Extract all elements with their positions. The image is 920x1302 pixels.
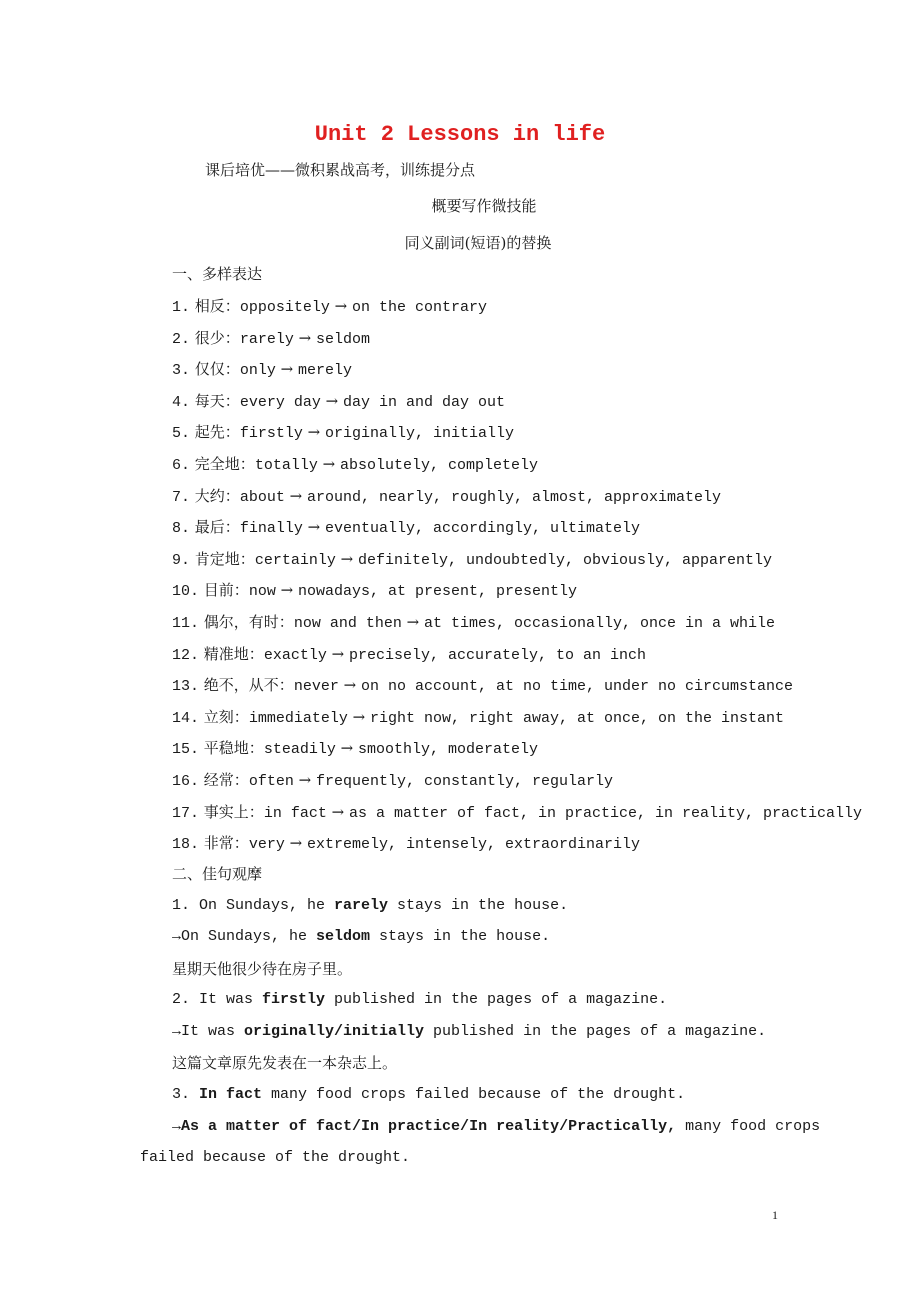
synonym-item — [172, 422, 514, 444]
item-arrow: → — [340, 739, 354, 758]
item-number: 3. — [172, 362, 191, 380]
item-number: 8. — [172, 520, 191, 538]
item-synonyms: extremely, intensely, extraordinarily — [306, 836, 641, 854]
item-word: about — [239, 488, 285, 506]
subtitle: 课后培优——微积累战高考，训练提分点 — [205, 161, 476, 179]
item-chinese: 非常： — [203, 834, 249, 853]
item-number: 5. — [172, 425, 191, 443]
item-arrow: → — [298, 328, 312, 347]
item-word: now and then — [293, 615, 402, 632]
rewrite-1-keyword: seldom — [316, 928, 371, 945]
item-synonyms: definitely, undoubtedly, obviously, apparently — [357, 551, 773, 569]
item-synonyms: merely — [297, 362, 352, 380]
item-arrow: → — [406, 613, 420, 631]
translation-1: 星期天他很少待在房子里。 — [172, 960, 353, 978]
rewrite-3-keyword: As a matter of fact/In practice/In reality/Practically, — [181, 1118, 677, 1135]
item-arrow: → — [340, 549, 354, 568]
rewrite-2: →It was originally/initially published in the pages of a magazine. — [172, 1023, 767, 1040]
page-number: 1 — [772, 1208, 778, 1222]
item-word: now — [248, 583, 276, 601]
item-word: rarely — [239, 330, 294, 348]
item-arrow: → — [352, 707, 366, 726]
item-number: 14. — [172, 709, 200, 727]
item-chinese: 偶尔，有时： — [203, 613, 294, 631]
item-arrow: → — [334, 297, 348, 315]
item-chinese: 经常： — [203, 771, 249, 789]
item-chinese: 很少： — [194, 328, 240, 347]
rewrite-3: →As a matter of fact/In practice/In reality/Practically, many food crops — [172, 1118, 821, 1135]
item-synonyms: precisely, accurately, to an inch — [348, 646, 647, 664]
rewrite-1: →On Sundays, he seldom stays in the house. — [172, 928, 551, 945]
item-word: finally — [239, 520, 303, 538]
synonym-item — [172, 770, 613, 792]
item-chinese: 相反： — [194, 297, 240, 315]
item-arrow: → — [289, 834, 303, 853]
item-number: 1. — [172, 299, 191, 316]
item-synonyms: eventually, accordingly, ultimately — [324, 520, 641, 538]
synonym-item — [172, 391, 505, 413]
example-3: 3. In fact many food crops failed because of the drought. — [172, 1086, 686, 1103]
example-2-keyword: firstly — [262, 991, 326, 1008]
item-number: 16. — [172, 773, 200, 790]
synonym-item — [172, 359, 352, 381]
item-synonyms: nowadays, at present, presently — [297, 583, 578, 601]
item-number: 6. — [172, 457, 191, 474]
synonym-item — [172, 517, 640, 539]
item-chinese: 仅仅： — [194, 360, 240, 379]
item-synonyms: smoothly, moderately — [357, 741, 538, 759]
item-word: firstly — [239, 425, 303, 443]
item-arrow: → — [325, 391, 339, 410]
item-word: only — [239, 362, 276, 380]
item-chinese: 平稳地： — [203, 739, 264, 758]
part1-heading: 一、多样表达 — [172, 265, 263, 283]
topic-title: 同义副词(短语)的替换 — [404, 234, 552, 252]
item-arrow: → — [280, 581, 294, 600]
document-title: Unit 2 Lessons in life — [314, 122, 606, 147]
rewrite-2-keyword: originally/initially — [244, 1023, 425, 1040]
synonym-item — [172, 486, 721, 508]
item-number: 2. — [172, 330, 191, 348]
synonym-item — [172, 644, 646, 666]
item-chinese: 事实上： — [203, 802, 264, 821]
example-3-keyword: In fact — [199, 1086, 263, 1103]
item-synonyms: day in and day out — [342, 393, 505, 411]
synonym-item — [172, 802, 862, 824]
item-synonyms: around, nearly, roughly, almost, approximately — [306, 488, 722, 506]
item-number: 4. — [172, 393, 191, 411]
item-number: 7. — [172, 488, 191, 506]
synonym-item — [172, 296, 487, 318]
item-word: oppositely — [239, 299, 330, 316]
item-chinese: 大约： — [194, 486, 240, 505]
synonym-item — [172, 738, 538, 760]
item-synonyms: absolutely, completely — [339, 457, 539, 474]
item-number: 9. — [172, 551, 191, 569]
section-title: 概要写作微技能 — [431, 197, 537, 215]
item-word: never — [293, 678, 339, 696]
item-arrow: → — [343, 676, 357, 695]
synonym-item — [172, 612, 775, 634]
item-synonyms: on the contrary — [351, 299, 487, 316]
item-chinese: 肯定地： — [194, 549, 255, 568]
item-synonyms: at times, occasionally, once in a while — [423, 615, 776, 632]
synonym-item — [172, 580, 577, 602]
item-synonyms: right now, right away, at once, on the instant — [369, 709, 785, 727]
item-word: totally — [254, 457, 318, 474]
item-chinese: 起先： — [194, 423, 240, 442]
item-synonyms: on no account, at no time, under no circumstance — [360, 678, 794, 696]
item-chinese: 完全地： — [194, 455, 255, 473]
item-arrow: → — [307, 518, 321, 537]
synonym-item — [172, 328, 370, 350]
item-number: 18. — [172, 836, 200, 854]
item-arrow: → — [331, 644, 345, 663]
item-word: in fact — [263, 804, 327, 822]
item-synonyms: as a matter of fact, in practice, in reality, practically — [348, 804, 863, 822]
translation-2: 这篇文章原先发表在一本杂志上。 — [172, 1054, 398, 1072]
item-word: steadily — [263, 741, 336, 759]
synonym-item — [172, 675, 793, 697]
item-arrow: → — [322, 455, 336, 473]
item-arrow: → — [331, 802, 345, 821]
item-chinese: 目前： — [203, 581, 249, 600]
item-number: 13. — [172, 678, 200, 696]
synonym-item — [172, 549, 772, 571]
item-arrow: → — [289, 486, 303, 505]
item-word: very — [248, 836, 285, 854]
item-number: 12. — [172, 646, 200, 664]
item-chinese: 绝不，从不： — [203, 676, 294, 695]
item-synonyms: seldom — [315, 330, 370, 348]
item-arrow: → — [298, 771, 312, 789]
item-word: immediately — [248, 709, 348, 727]
item-number: 11. — [172, 615, 200, 632]
synonym-item — [172, 454, 538, 476]
item-chinese: 每天： — [194, 391, 240, 410]
item-arrow: → — [307, 423, 321, 442]
item-word: every day — [239, 393, 321, 411]
item-number: 15. — [172, 741, 200, 759]
rewrite-3-continued: failed because of the drought. — [140, 1149, 411, 1166]
item-chinese: 精准地： — [203, 644, 264, 663]
example-2: 2. It was firstly published in the pages of a magazine. — [172, 991, 668, 1008]
example-1: 1. On Sundays, he rarely stays in the house. — [172, 897, 569, 914]
item-chinese: 最后： — [194, 518, 240, 537]
synonym-item — [172, 707, 784, 729]
item-number: 10. — [172, 583, 200, 601]
item-number: 17. — [172, 804, 200, 822]
item-word: exactly — [263, 646, 327, 664]
item-synonyms: originally, initially — [324, 425, 514, 443]
example-1-keyword: rarely — [334, 897, 389, 914]
item-word: certainly — [254, 551, 336, 569]
synonym-item — [172, 833, 640, 855]
item-word: often — [248, 773, 294, 790]
part2-heading: 二、佳句观摩 — [172, 865, 263, 883]
item-arrow: → — [280, 360, 294, 379]
item-synonyms: frequently, constantly, regularly — [315, 773, 614, 790]
item-chinese: 立刻： — [203, 707, 249, 726]
